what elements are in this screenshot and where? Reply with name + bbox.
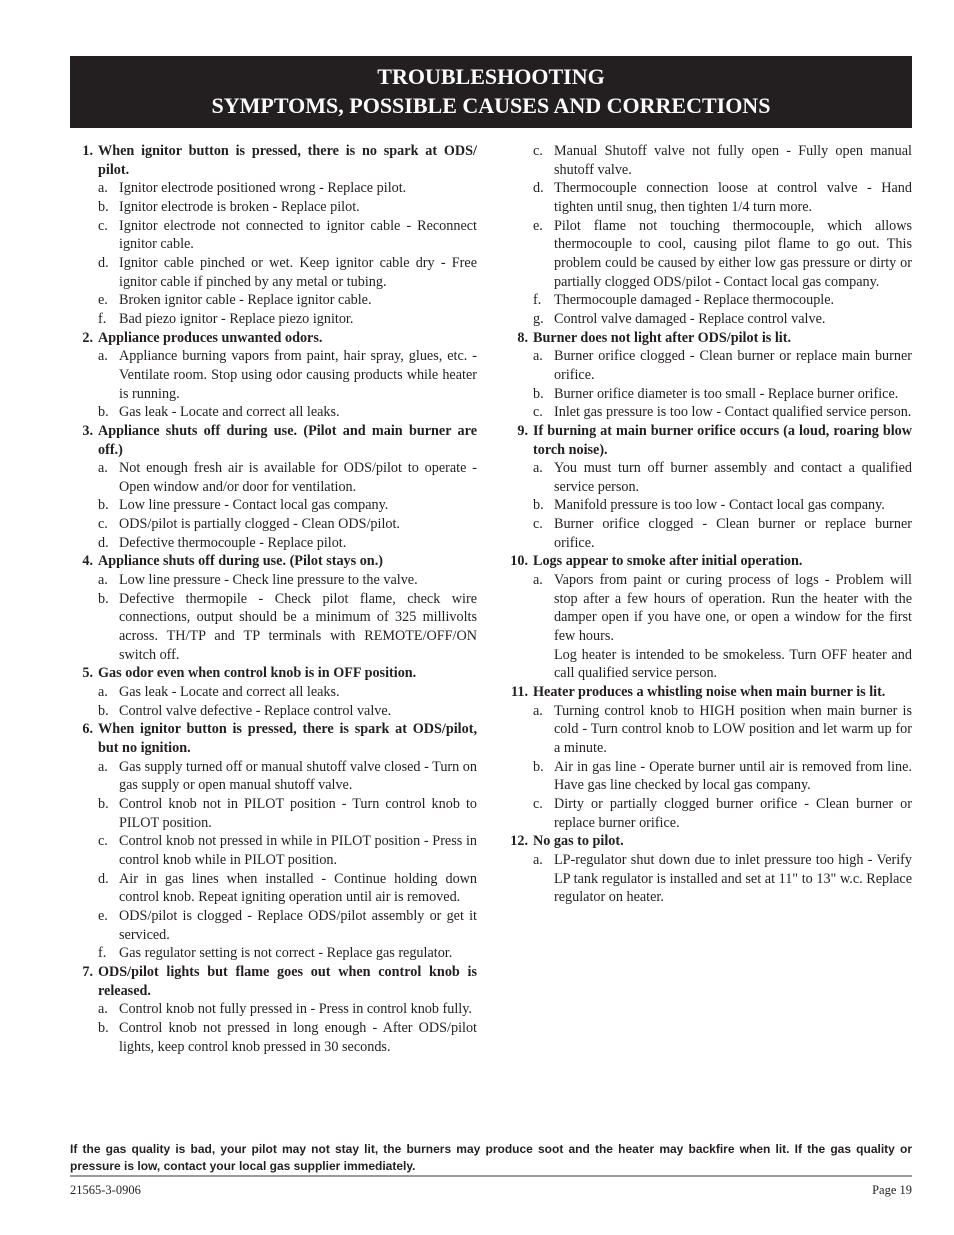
header-title: TROUBLESHOOTING (377, 64, 605, 89)
section-number (505, 552, 533, 571)
list-item (533, 347, 912, 384)
list-item (98, 291, 477, 310)
section-number-text: 3. (82, 422, 93, 439)
item-text: Control valve damaged - Replace control valve. (554, 310, 826, 327)
item-text: Pilot flame not touching thermocouple, which allows thermocouple to cool, causing pilot flame to go out. This problem could be caused by either low gas pressure or dirty or partially clogged ODS/pilot - Contact local gas company. (554, 217, 912, 290)
item-text: Inlet gas pressure is too low - Contact qualified service person. (554, 404, 912, 421)
section-number (505, 422, 533, 459)
list-item (98, 179, 477, 198)
item-text: Appliance burning vapors from paint, hair spray, glues, etc. - Ventilate room. Stop using odor causing products while heater is running. (119, 348, 477, 402)
section-title-text: If burning at main burner orifice occurs (a loud, roaring blow torch noise). (533, 422, 912, 458)
section-title (505, 422, 912, 459)
item-letter: a. (98, 572, 108, 589)
item-text: Thermocouple connection loose at control valve - Hand tighten until snug, then tighten 1/4 turn more. (554, 180, 912, 215)
item-letter: c. (98, 833, 108, 850)
list-item (98, 496, 477, 515)
section-title (505, 552, 912, 571)
section-title (70, 963, 477, 1000)
gas-quality-note: If the gas quality is bad, your pilot may not stay lit, the burners may produce soot and the heater may backfire when lit. If the gas quality or pressure is low, contact your local gas supplier immediately. (70, 1142, 912, 1173)
item-letter: b. (98, 497, 109, 514)
section-title-text: Burner does not light after ODS/pilot is lit. (533, 329, 792, 346)
section-number (70, 720, 98, 757)
list-item (98, 832, 477, 869)
list-item (533, 758, 912, 795)
item-letter: b. (98, 702, 109, 719)
list-item (98, 795, 477, 832)
item-letter: d. (533, 180, 544, 197)
document-number: 21565-3-0906 (70, 1183, 141, 1197)
item-text: Ignitor electrode is broken - Replace pilot. (119, 198, 360, 215)
section-title (70, 329, 477, 348)
item-text: Low line pressure - Check line pressure to the valve. (119, 572, 418, 589)
list-item (98, 347, 477, 403)
section-number-text: 6. (82, 721, 93, 738)
item-letter: e. (533, 217, 543, 234)
section-number-text: 9. (517, 422, 528, 439)
item-text: Air in gas lines when installed - Continue holding down control knob. Repeat igniting operation until air is removed. (119, 870, 477, 906)
list-item (98, 254, 477, 291)
page-number: Page 19 (872, 1183, 912, 1197)
list-item (98, 944, 477, 963)
item-text: Defective thermopile - Check pilot flame, check wire connections, output should be a minimum of 325 millivolts across. TH/TP and TP terminals with REMOTE/OFF/ON switch off. (119, 590, 477, 663)
section-number (505, 832, 533, 851)
list-item (533, 646, 912, 683)
item-text: Burner orifice diameter is too small - Replace burner orifice. (554, 385, 899, 402)
item-letter: c. (533, 516, 543, 533)
right-column (505, 142, 912, 907)
list-item (533, 515, 912, 552)
item-letter: a. (98, 684, 108, 701)
section-number (70, 142, 98, 179)
item-text: Thermocouple damaged - Replace thermocouple. (554, 292, 835, 309)
item-text: Dirty or partially clogged burner orifice - Clean burner or replace burner orifice. (554, 795, 912, 831)
item-letter: c. (533, 143, 543, 159)
item-letter: b. (533, 385, 544, 402)
item-letter: f. (98, 310, 107, 327)
item-text: Burner orifice clogged - Clean burner or replace main burner orifice. (554, 348, 912, 383)
item-letter: b. (98, 590, 109, 607)
section-title-text: ODS/pilot lights but flame goes out when control knob is released. (98, 963, 477, 999)
item-text: Low line pressure - Contact local gas company. (119, 497, 389, 514)
list-item (533, 217, 912, 292)
item-letter: f. (533, 292, 542, 309)
item-letter: b. (533, 497, 544, 514)
item-letter: a. (98, 348, 108, 365)
list-item (98, 683, 477, 702)
item-letter: a. (98, 758, 108, 775)
item-letter: b. (98, 1019, 109, 1036)
item-letter: c. (98, 217, 108, 234)
section-number-text: 2. (82, 329, 93, 346)
item-text: ODS/pilot is clogged - Replace ODS/pilot assembly or get it serviced. (119, 907, 477, 943)
section-title-text: No gas to pilot. (533, 833, 624, 850)
item-text: Vapors from paint or curing process of logs - Problem will stop after a few hours of operation. Run the heater with the damper open if you have one, or open a window for the first few hours. (554, 572, 912, 645)
section-number-text: 11. (511, 684, 528, 701)
section-number (70, 329, 98, 348)
list-item (533, 496, 912, 515)
item-text: Gas regulator setting is not correct - Replace gas regulator. (119, 945, 453, 962)
list-item (98, 702, 477, 721)
list-item (98, 403, 477, 422)
item-text: Gas supply turned off or manual shutoff valve closed - Turn on gas supply or open manual shutoff valve. (119, 758, 477, 794)
section-title (70, 552, 477, 571)
section-title-text: When ignitor button is pressed, there is spark at ODS/pilot, but no ignition. (98, 721, 477, 756)
section-title (70, 422, 477, 459)
section-title-text: Heater produces a whistling noise when main burner is lit. (533, 684, 886, 701)
item-text: Manifold pressure is too low - Contact local gas company. (554, 497, 885, 514)
item-text: Air in gas line - Operate burner until air is removed from line. Have gas line checked by local gas company. (554, 758, 912, 794)
item-text: Ignitor cable pinched or wet. Keep ignitor cable dry - Free ignitor cable if pinched by any metal or tubing. (119, 254, 477, 290)
item-text: Control knob not pressed in long enough - After ODS/pilot lights, keep control knob pressed in 30 seconds. (119, 1019, 477, 1055)
item-letter: a. (98, 180, 108, 197)
header-subtitle: SYMPTOMS, POSSIBLE CAUSES AND CORRECTIONS (211, 92, 771, 118)
item-text: Not enough fresh air is available for ODS/pilot to operate - Open window and/or door for ventilation. (119, 460, 477, 495)
list-item (533, 851, 912, 907)
item-text: Turning control knob to HIGH position when main burner is cold - Turn control knob to LOW position and let warm up for a minute. (554, 702, 912, 756)
section-title (505, 683, 912, 702)
item-letter (533, 646, 554, 683)
item-letter: a. (98, 460, 108, 477)
list-item (98, 217, 477, 254)
list-item (533, 795, 912, 832)
item-text: Ignitor electrode positioned wrong - Replace pilot. (119, 180, 407, 197)
item-letter: a. (533, 348, 543, 365)
item-text: Gas leak - Locate and correct all leaks. (119, 404, 340, 421)
section-title-text: Appliance produces unwanted odors. (98, 329, 323, 346)
list-item (98, 870, 477, 907)
section-title (505, 832, 912, 851)
section-number (70, 963, 98, 1000)
item-text: Gas leak - Locate and correct all leaks. (119, 684, 340, 701)
list-item (533, 571, 912, 646)
item-text: You must turn off burner assembly and contact a qualified service person. (554, 460, 912, 495)
item-text: Control knob not pressed in while in PILOT position - Press in control knob while in PILOT position. (119, 833, 477, 868)
section-title (70, 720, 477, 757)
item-letter: b. (98, 404, 109, 421)
section-title-text: When ignitor button is pressed, there is no spark at ODS/ pilot. (98, 143, 477, 178)
item-letter: b. (533, 758, 544, 775)
item-letter: a. (533, 851, 543, 868)
item-text: Defective thermocouple - Replace pilot. (119, 534, 347, 551)
item-text: Log heater is intended to be smokeless. Turn OFF heater and call qualified service person. (554, 646, 912, 682)
page-header (70, 56, 912, 128)
list-item (98, 310, 477, 329)
list-item (533, 385, 912, 404)
list-item (533, 142, 912, 179)
item-letter: c. (533, 795, 543, 812)
item-text: Burner orifice clogged - Clean burner or replace burner orifice. (554, 516, 912, 551)
list-item (533, 179, 912, 216)
list-item (533, 291, 912, 310)
item-text: Manual Shutoff valve not fully open - Fully open manual shutoff valve. (554, 143, 912, 178)
list-item (533, 702, 912, 758)
item-text: LP-regulator shut down due to inlet pressure too high - Verify LP tank regulator is installed and set at 11" to 13" w.c. Replace regulator on heater. (554, 851, 912, 906)
list-item (98, 459, 477, 496)
section-number-text: 8. (517, 329, 528, 346)
list-item (98, 198, 477, 217)
list-item (98, 515, 477, 534)
list-item (98, 1000, 477, 1019)
item-text: Bad piezo ignitor - Replace piezo ignitor. (119, 310, 354, 327)
list-item (533, 403, 912, 422)
item-letter: d. (98, 870, 109, 887)
item-letter: e. (98, 907, 108, 924)
section-title-text: Gas odor even when control knob is in OFF position. (98, 665, 417, 682)
list-item (98, 1019, 477, 1056)
section-title-text: Appliance shuts off during use. (Pilot and main burner are off.) (98, 422, 477, 458)
item-text: Control valve defective - Replace control valve. (119, 702, 392, 719)
item-letter: b. (98, 198, 109, 215)
list-item (98, 758, 477, 795)
section-number-text: 4. (82, 553, 93, 570)
item-letter: c. (533, 404, 543, 421)
item-letter: d. (98, 534, 109, 551)
section-number-text: 1. (82, 143, 93, 159)
item-letter: a. (533, 702, 543, 719)
item-letter: a. (533, 572, 543, 589)
item-letter: d. (98, 254, 109, 271)
item-letter: a. (98, 1001, 108, 1018)
item-text: Broken ignitor cable - Replace ignitor cable. (119, 292, 372, 309)
section-number (70, 552, 98, 571)
item-text: ODS/pilot is partially clogged - Clean ODS/pilot. (119, 516, 400, 533)
list-item (98, 534, 477, 553)
section-number (505, 329, 533, 348)
item-letter: f. (98, 945, 107, 962)
section-title (70, 664, 477, 683)
section-title (70, 142, 477, 179)
item-letter: c. (98, 516, 108, 533)
section-title-text: Logs appear to smoke after initial operation. (533, 553, 803, 570)
list-item (98, 571, 477, 590)
section-number-text: 7. (82, 963, 93, 980)
item-letter: g. (533, 310, 544, 327)
item-letter: b. (98, 795, 109, 812)
item-text: Control knob not fully pressed in - Press in control knob fully. (119, 1001, 472, 1018)
list-item (533, 310, 912, 329)
section-title (505, 329, 912, 348)
section-number (505, 683, 533, 702)
item-text: Ignitor electrode not connected to ignitor cable - Reconnect ignitor cable. (119, 217, 477, 253)
list-item (533, 459, 912, 496)
left-column (70, 142, 477, 1056)
footer-divider (70, 1175, 912, 1177)
section-title-text: Appliance shuts off during use. (Pilot stays on.) (98, 553, 383, 570)
list-item (98, 907, 477, 944)
list-item (98, 590, 477, 665)
item-letter: a. (533, 460, 543, 477)
section-number-text: 12. (510, 833, 528, 850)
section-number (70, 664, 98, 683)
item-text: Control knob not in PILOT position - Turn control knob to PILOT position. (119, 795, 477, 831)
item-letter: e. (98, 292, 108, 309)
section-number-text: 5. (82, 665, 93, 682)
section-number (70, 422, 98, 459)
section-number-text: 10. (510, 553, 528, 570)
